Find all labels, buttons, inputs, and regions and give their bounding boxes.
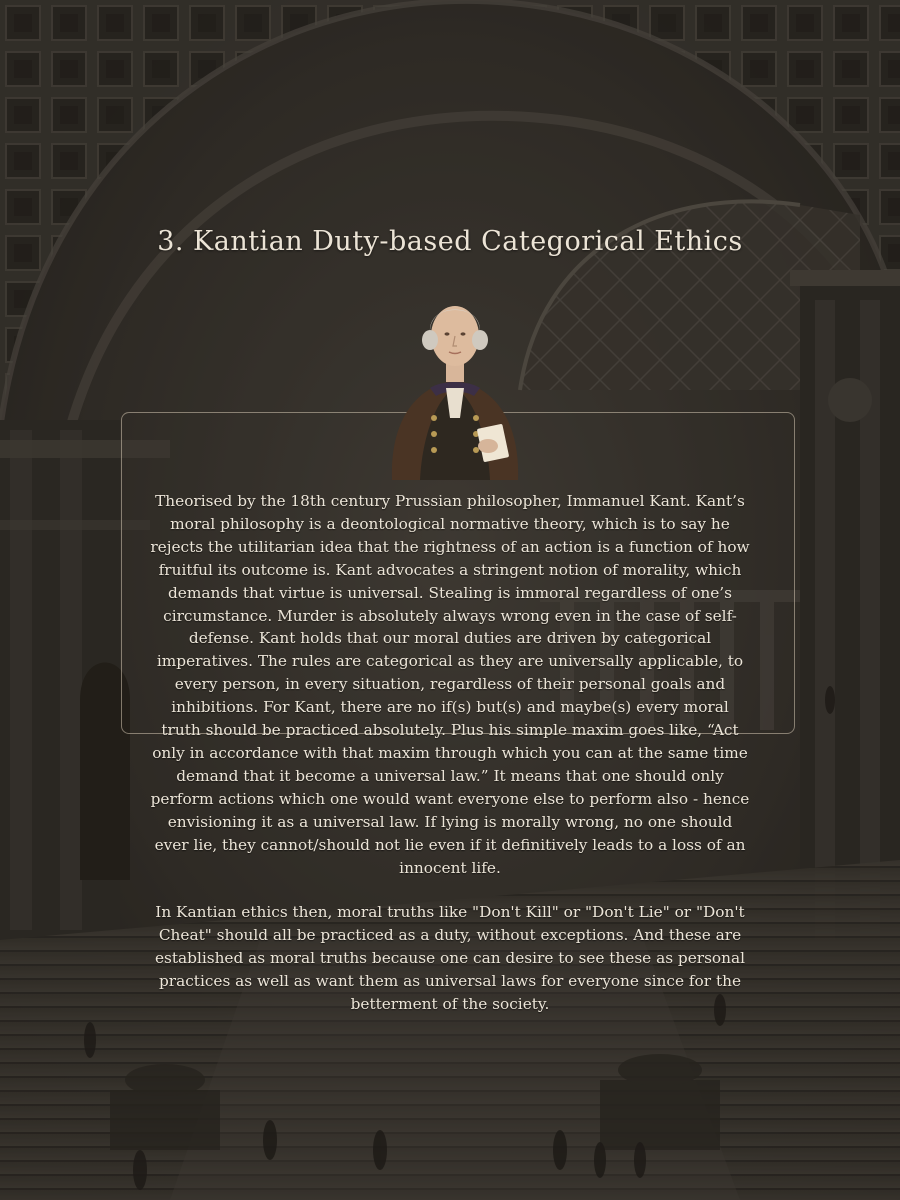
philosopher-portrait-icon [380, 288, 530, 480]
paragraph-1: Theorised by the 18th century Prussian philosopher, Immanuel Kant. Kant’s moral philosophy is a deontological normative theory, which is to say he rejects the utilitarian idea that the rightness of an action is a function of how fruitful its outcome is. Kant advocates a stringent notion of morality, which demands that virtue is universal. Stealing is immoral regardless of one’s circumstance. Murder is absolutely always wrong even in the case of self-defense. Kant holds that our moral duties are driven by categorical imperatives. The rules are categorical as they are universally applicable, to every person, in every situation, regardless of their personal goals and inhibitions. For Kant, there are no if(s) but(s) and maybe(s) every moral truth should be practiced absolutely. Plus his simple maxim goes like, “Act only in accordance with that maxim through which you can at the same time demand that it become a universal law.” It means that one should only perform actions which one would want everyone else to perform also - hence envisioning it as a universal law. If lying is morally wrong, no one should ever lie, they cannot/should not lie even if it definitively leads to a loss of an innocent life. [150, 492, 750, 877]
body-text [150, 490, 750, 1016]
paragraph-2: In Kantian ethics then, moral truths like "Don't Kill" or "Don't Lie" or "Don't Cheat" should all be practiced as a duty, without exceptions. And these are established as moral truths because one can desire to see these as personal practices as well as want them as universal laws for everyone since for the betterment of the society. [154, 903, 746, 1014]
page-title: 3. Kantian Duty-based Categorical Ethics [157, 226, 743, 257]
